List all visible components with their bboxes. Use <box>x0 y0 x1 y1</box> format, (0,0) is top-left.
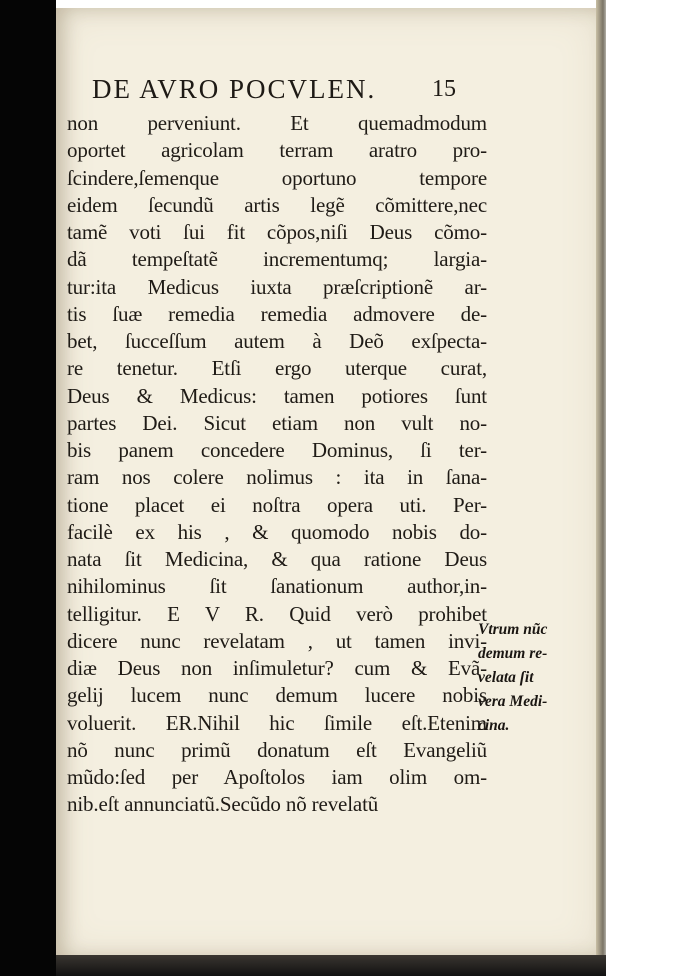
marginal-note-line: vera Medi- <box>478 693 548 710</box>
text-line: tis ſuæ remedia remedia admovere de- <box>67 301 487 326</box>
text-line: re tenetur. Etſi ergo uterque curat, <box>67 356 487 381</box>
marginal-note <box>478 618 578 738</box>
text-line: diæ Deus non inſimuletur? cum & Evã- <box>67 656 487 680</box>
text-line: mũdo:ſed per Apoſtolos iam olim om- <box>67 765 487 789</box>
running-header <box>92 74 492 108</box>
running-title: DE AVRO POCVLEN. <box>92 74 377 104</box>
text-line: voluerit. ER.Nihil hic ſimile eſt.Etenim <box>67 710 487 735</box>
text-line: Deus & Medicus: tamen potiores ſunt <box>67 383 487 408</box>
text-line: tamẽ voti ſui fit cõpos,niſi Deus cõmo- <box>67 220 487 244</box>
text-line: ſcindere,ſemenque oportuno tempore <box>67 165 487 190</box>
marginal-note-line: velata ſit <box>478 669 534 686</box>
marginal-note-line: cina. <box>478 717 510 734</box>
text-line: nõ nunc primũ donatum eſt Evangeliũ <box>67 737 487 762</box>
book-spine-shadow <box>0 0 56 976</box>
marginal-note-line: Vtrum nũc <box>478 621 548 638</box>
text-line: non perveniunt. Et quemadmodum <box>67 111 487 135</box>
body-text <box>67 110 487 819</box>
text-line: ram nos colere nolimus : ita in ſana- <box>67 465 487 490</box>
page-bottom-edge <box>56 955 606 976</box>
text-line: partes Dei. Sicut etiam non vult no- <box>67 410 487 435</box>
text-line: facilè ex his , & quomodo nobis do- <box>67 519 487 544</box>
text-line: tur:ita Medicus iuxta præſcriptionẽ ar- <box>67 274 487 299</box>
page-number: 15 <box>432 76 456 102</box>
text-line: eidem ſecundũ artis legẽ cõmittere,nec <box>67 192 487 217</box>
text-line: tione placet ei noſtra opera uti. Per- <box>67 492 487 517</box>
text-line: nib.eſt annunciatũ.Secũdo nõ revelatũ <box>67 792 379 817</box>
text-line: bis panem concedere Dominus, ſi ter- <box>67 438 487 462</box>
text-line: oportet agricolam terram aratro pro- <box>67 138 487 163</box>
text-line: dã tempeſtatẽ incrementumq; largia- <box>67 247 487 272</box>
text-line: dicere nunc revelatam , ut tamen invi- <box>67 628 487 653</box>
text-line: telligitur. E V R. Quid verò prohibet <box>67 601 487 626</box>
background-margin <box>606 0 690 976</box>
text-line: nata ſit Medicina, & qua ratione Deus <box>67 547 487 571</box>
text-line: gelij lucem nunc demum lucere nobis <box>67 683 487 708</box>
marginal-note-line: demum re- <box>478 645 548 662</box>
text-line: bet, ſucceſſum autem à Deõ exſpecta- <box>67 329 487 353</box>
text-line: nihilominus ſit ſanationum author,in- <box>67 574 487 599</box>
